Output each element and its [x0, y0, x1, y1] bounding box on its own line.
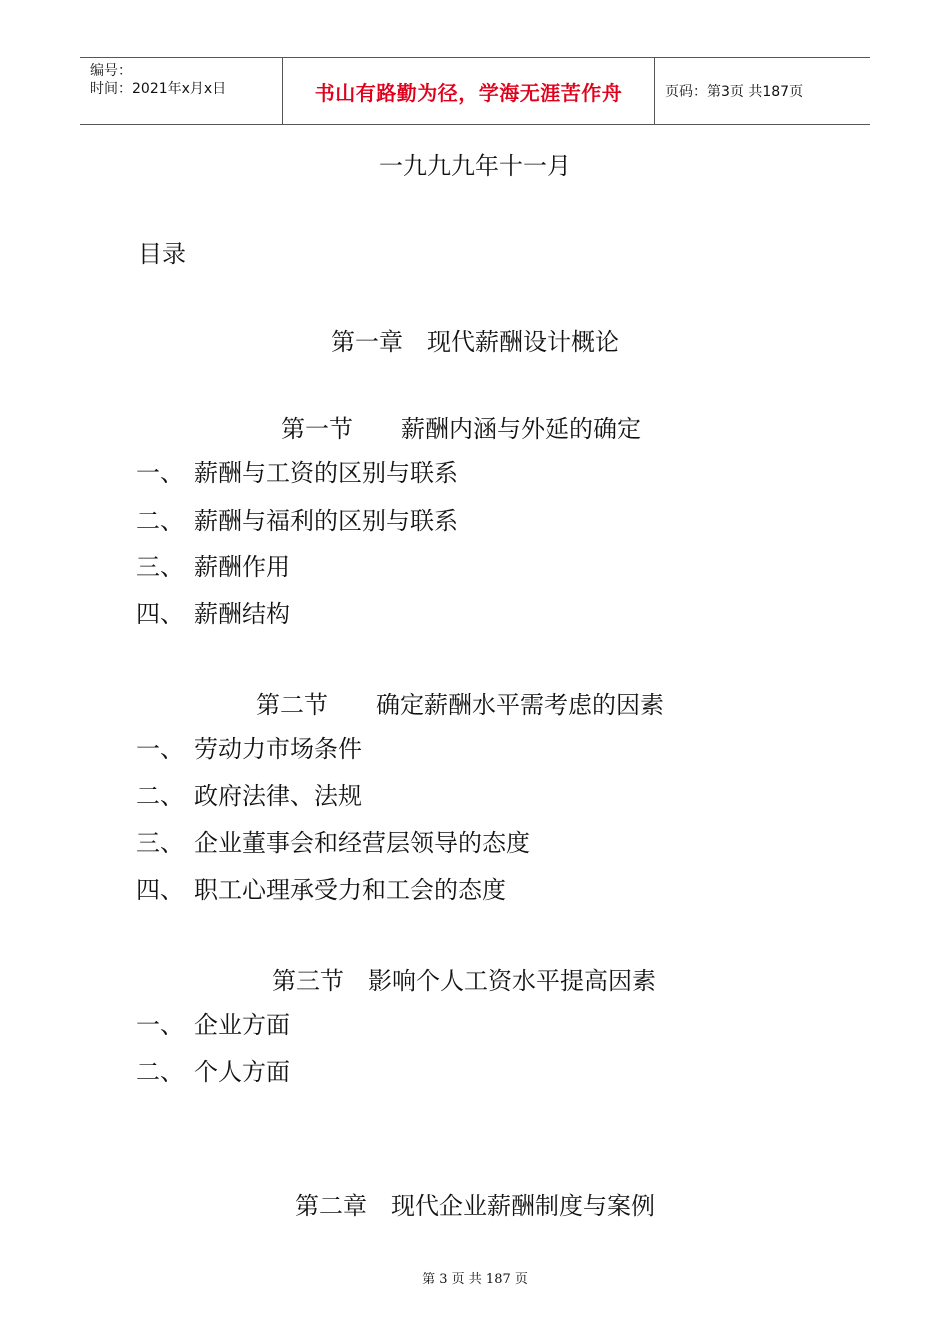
item-text: 职工心理承受力和工会的态度: [194, 876, 506, 904]
document-date: 一九九九年十一月: [379, 152, 571, 180]
number-label: 编号：: [90, 63, 132, 79]
toc-item: [136, 547, 290, 582]
item-text: 劳动力市场条件: [194, 735, 362, 763]
page-header: [80, 57, 870, 125]
item-text: 薪酬与工资的区别与联系: [194, 459, 458, 487]
item-text: 个人方面: [194, 1058, 290, 1086]
toc-item: [136, 453, 458, 488]
item-text: 企业董事会和经营层领导的态度: [194, 829, 530, 857]
item-number: 二、: [136, 507, 184, 535]
item-number: 一、: [136, 735, 184, 763]
section-2-title: 第二节 确定薪酬水平需考虑的因素: [256, 691, 664, 719]
section-1-title: 第一节 薪酬内涵与外延的确定: [281, 415, 641, 443]
item-number: 一、: [136, 459, 184, 487]
time-label: 时间：2021年x月x日: [90, 81, 227, 97]
section-3-title: 第三节 影响个人工资水平提高因素: [272, 967, 656, 995]
toc-item: [136, 1052, 290, 1087]
item-number: 二、: [136, 1058, 184, 1086]
item-text: 政府法律、法规: [194, 782, 362, 810]
header-page-info: 页码：第3页 共187页: [665, 84, 804, 100]
page-footer: 第 3 页 共 187 页: [422, 1272, 528, 1287]
toc-item: [136, 729, 362, 764]
toc-item: [136, 501, 458, 536]
toc-title: 目录: [138, 240, 186, 268]
item-number: 四、: [136, 600, 184, 628]
header-meta: [80, 58, 282, 124]
toc-item: [136, 870, 506, 905]
chapter-2-title: 第二章 现代企业薪酬制度与案例: [295, 1192, 655, 1220]
item-text: 薪酬结构: [194, 600, 290, 628]
toc-item: [136, 594, 290, 629]
toc-item: [136, 823, 530, 858]
toc-item: [136, 1005, 290, 1040]
item-number: 四、: [136, 876, 184, 904]
item-number: 三、: [136, 829, 184, 857]
toc-item: [136, 776, 362, 811]
header-motto: 书山有路勤为径，学海无涯苦作舟: [314, 80, 623, 105]
header-motto-cell: [282, 58, 655, 124]
chapter-1-title: 第一章 现代薪酬设计概论: [331, 328, 619, 356]
item-text: 企业方面: [194, 1011, 290, 1039]
item-number: 一、: [136, 1011, 184, 1039]
item-number: 三、: [136, 553, 184, 581]
item-text: 薪酬与福利的区别与联系: [194, 507, 458, 535]
item-text: 薪酬作用: [194, 553, 290, 581]
item-number: 二、: [136, 782, 184, 810]
